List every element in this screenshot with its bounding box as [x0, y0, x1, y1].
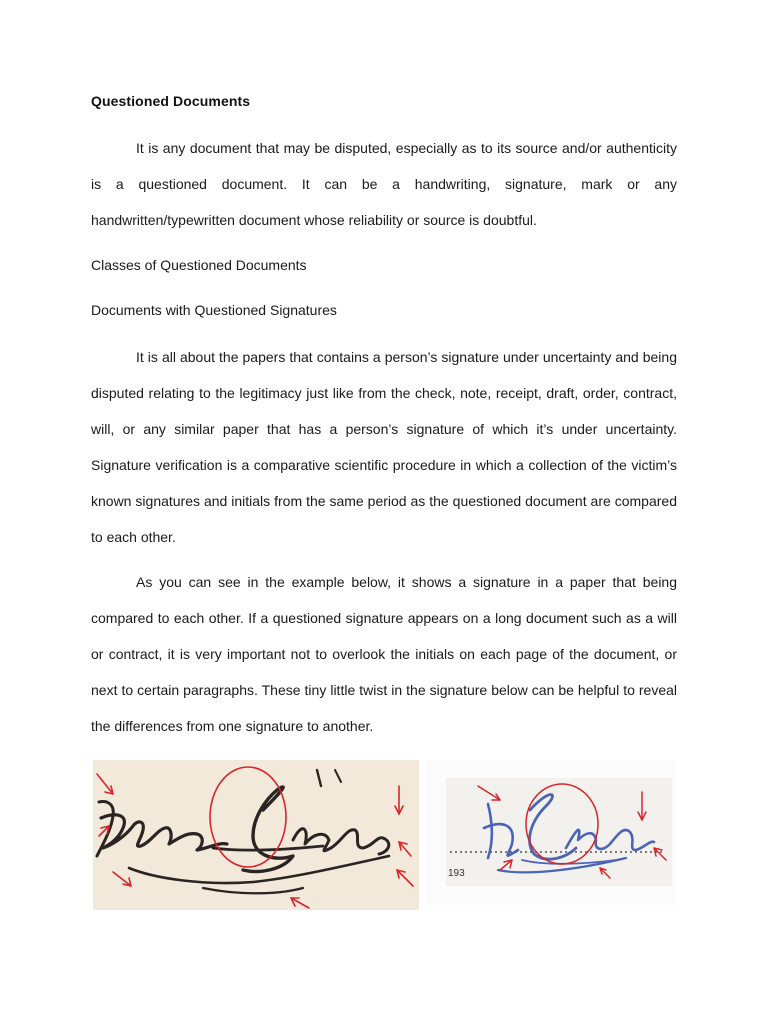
document-number-text: 193: [448, 868, 465, 879]
questioned-signature-image: [426, 760, 676, 905]
definition-paragraph: It is any document that may be disputed, especially as to its source and/or authenticity is a questioned document. It can be a handwriting, signature, mark or any handwritten/typewritten document whose reliability or source is doubtful.: [91, 140, 677, 228]
known-signature-image: [93, 760, 419, 910]
signatures-paragraph: It is all about the papers that contains a person’s signature under uncertainty and being disputed relating to the legitimacy just like from the check, note, receipt, draft, order, contract, will, or any similar paper that has a person’s signature of which it’s under uncertainty. Signature verification is a comparative scientific procedure in which a collection of the victim’s known signatures and initials from the same period as the questioned document are compared to each other.: [91, 349, 677, 545]
document-title: Questioned Documents: [91, 93, 251, 109]
example-paragraph: As you can see in the example below, it shows a signature in a paper that being compared to each other. If a questioned signature appears on a long document such as a will or contract, it is very important not to overlook the initials on each page of the document, or next to certain paragraphs. These tiny little twist in the signature below can be helpful to reveal the differences from one signature to another.: [91, 574, 677, 734]
classes-heading: Classes of Questioned Documents: [91, 257, 307, 273]
section-subheading: Documents with Questioned Signatures: [91, 302, 337, 318]
